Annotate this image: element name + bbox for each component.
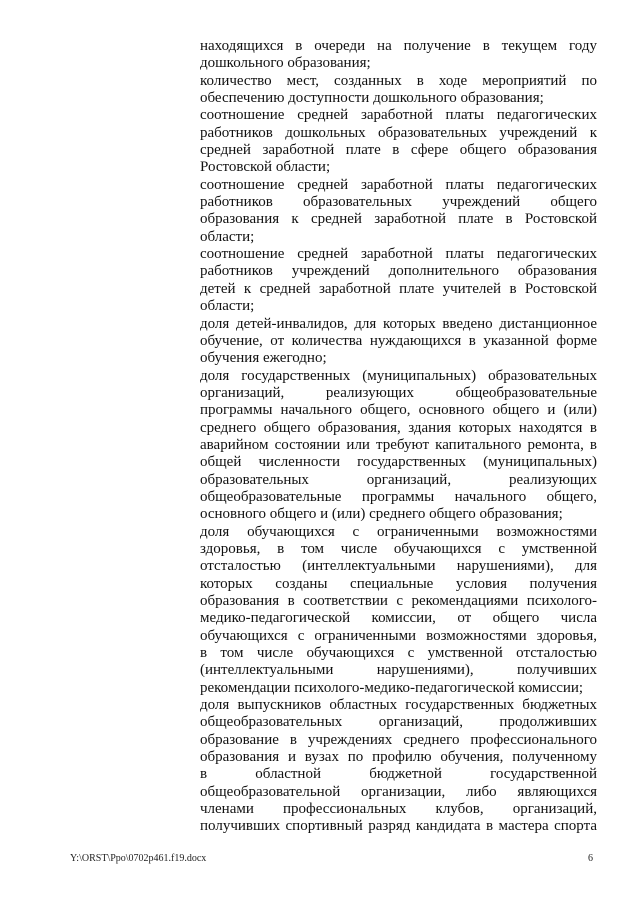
text-line: обучающихся с ограниченными возможностями здоровья, [200,627,597,644]
paragraph [200,246,597,315]
text-line: общеобразовательной организации, либо являющихся [200,783,597,800]
text-line: среднего общего образования, здания которых находятся в [200,419,597,436]
text-line: соотношение средней заработной платы педагогических [200,107,597,124]
text-line: области; [200,298,255,315]
text-line: доля детей-инвалидов, для которых введено дистанционное [200,315,597,332]
text-line: общеобразовательные программы начального общего, [200,488,597,505]
document-body [200,38,597,836]
text-line: рекомендации психолого-медико-педагогической комиссии; [200,679,584,696]
text-line: которых созданы специальные условия получения [200,575,597,592]
text-line: обучение, от количества нуждающихся в указанной форме [200,332,597,349]
text-line: основного общего и (или) среднего общего образования; [200,506,563,523]
text-line: образования в соответствии с рекомендациями психолого- [200,593,597,609]
text-line: организаций, реализующих общеобразовательные [200,384,597,401]
text-line: области; [200,228,255,245]
page-number: 6 [588,853,593,864]
text-line: работников учреждений дополнительного образования [200,263,597,280]
text-line: доля выпускников областных государственных бюджетных [200,697,597,714]
text-line: работников образовательных учреждений общего [200,194,597,211]
paragraph [200,368,597,524]
text-line: обучения ежегодно; [200,350,327,367]
text-line: образования и вузах по профилю обучения, полученному [200,749,597,766]
text-line: получивших спортивный разряд кандидата в мастера спорта [200,818,597,835]
text-line: средней заработной плате в сфере общего образования [200,142,597,159]
text-line: Ростовской области; [200,159,331,176]
text-line: работников дошкольных образовательных учреждений к [200,124,597,141]
text-line: дошкольного образования; [200,55,371,72]
text-line: общей численности государственных (муниципальных) [200,454,597,471]
text-line: медико-педагогической комиссии, от общего числа [200,610,597,627]
footer-file-path: Y:\ORST\Ppo\0702p461.f19.docx [70,853,207,864]
text-line: находящихся в очереди на получение в текущем году [200,38,597,54]
text-line: детей к средней заработной плате учителей в Ростовской [200,280,597,297]
text-line: в областной бюджетной государственной [200,766,597,783]
text-line: общеобразовательных организаций, продолживших [200,714,597,731]
text-line: соотношение средней заработной платы педагогических [200,246,597,263]
text-line: отсталостью (интеллектуальными нарушениями), для [200,558,597,575]
text-line: соотношение средней заработной платы педагогических [200,176,597,193]
text-line: доля государственных (муниципальных) образовательных [200,367,597,384]
text-line: образовательных организаций, реализующих [200,471,597,488]
text-line: программы начального общего, основного общего и (или) [200,402,597,419]
paragraph [200,107,597,176]
text-line: доля обучающихся с ограниченными возможностями [200,523,597,540]
paragraph [200,316,597,368]
text-line: в том числе обучающихся с умственной отсталостью [200,645,597,662]
paragraph [200,38,597,73]
text-line: обеспечению доступности дошкольного образования; [200,90,544,107]
text-line: (интеллектуальными нарушениями), получивших [200,662,597,679]
paragraph [200,524,597,697]
text-line: членами профессиональных клубов, организаций, [200,801,597,818]
text-line: образования к средней заработной плате в Ростовской [200,211,597,228]
text-line: здоровья, в том числе обучающихся с умственной [200,540,597,557]
paragraph [200,177,597,246]
text-line: аварийном состоянии или требуют капитального ремонта, в [200,436,597,453]
paragraph [200,73,597,108]
paragraph [200,697,597,836]
text-line: образование в учреждениях среднего профессионального [200,731,597,748]
text-line: количество мест, созданных в ходе мероприятий по [200,72,597,89]
